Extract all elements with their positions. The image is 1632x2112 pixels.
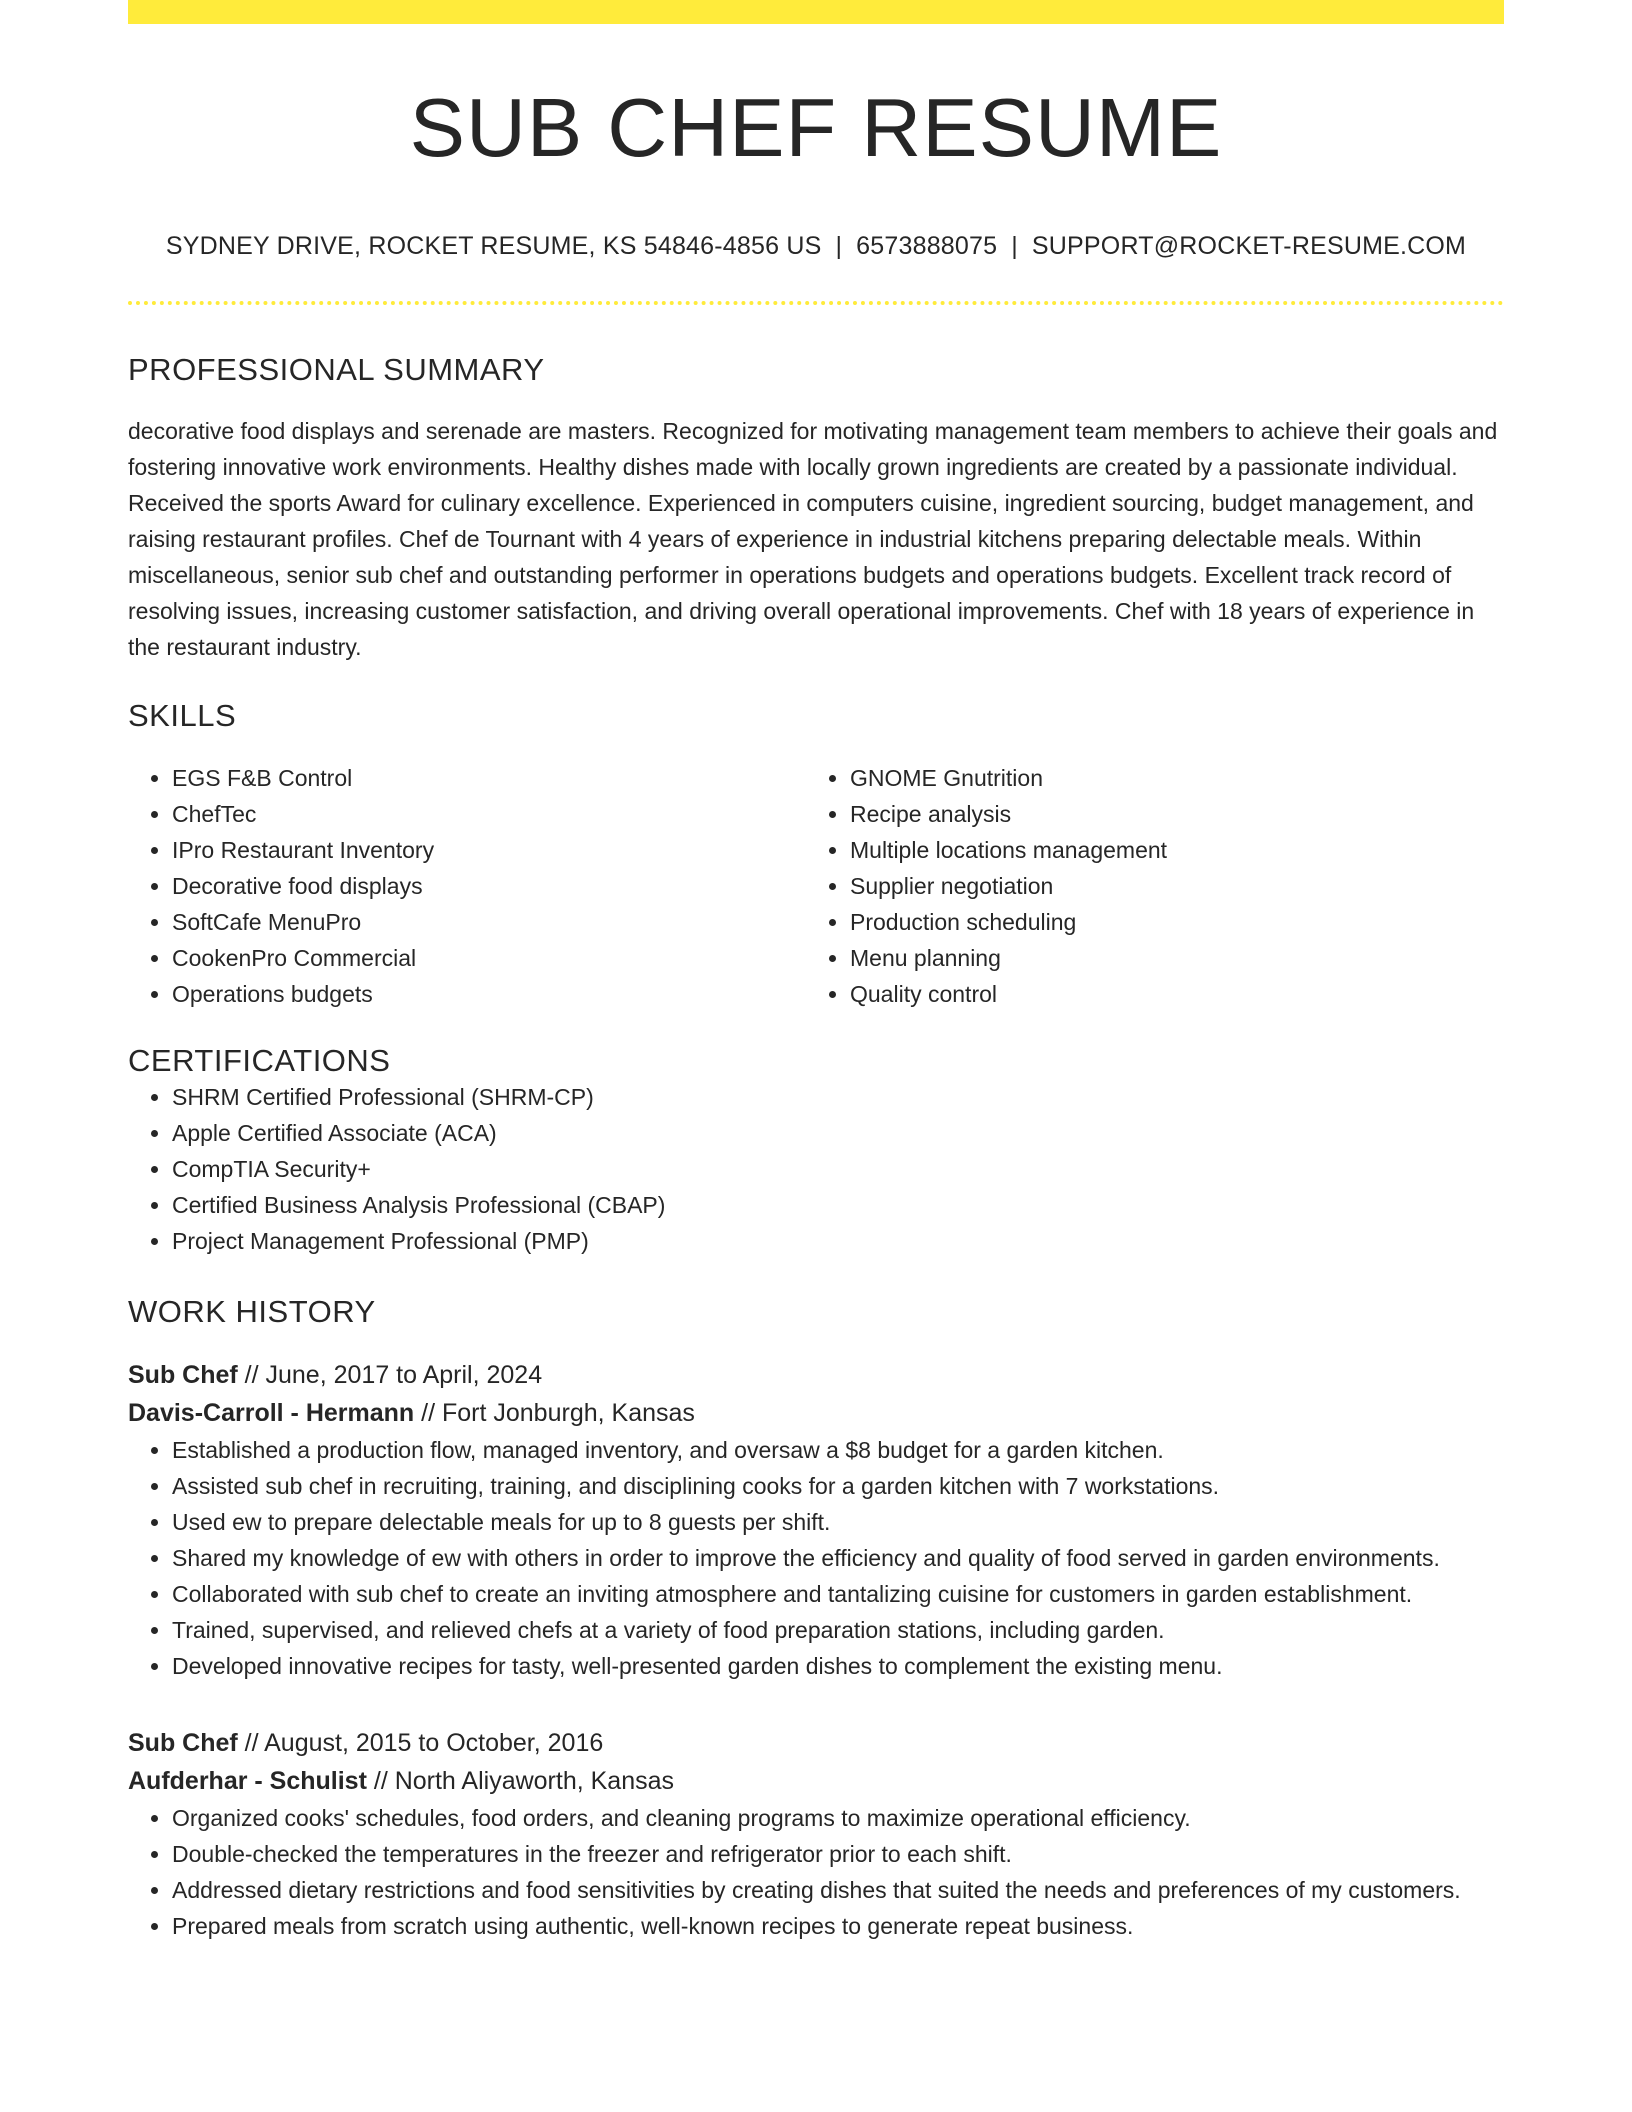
certifications-heading: CERTIFICATIONS <box>128 1042 391 1078</box>
certification-item: • Project Management Professional (PMP) <box>172 1223 1504 1259</box>
contact-email: SUPPORT@ROCKET-RESUME.COM <box>1031 232 1467 261</box>
summary-heading: PROFESSIONAL SUMMARY <box>128 352 545 388</box>
job-location: // Fort Jonburgh, Kansas <box>414 1399 695 1428</box>
skill-item: • Supplier negotiation <box>850 868 1484 904</box>
job-duty-item: • Established a production flow, managed inventory, and oversaw a $8 budget for a garden kitchen. <box>172 1432 1504 1468</box>
skill-item: • GNOME Gnutrition <box>850 760 1484 796</box>
certifications-list <box>128 1079 1504 1259</box>
skills-grid <box>128 760 1504 1012</box>
skills-list-left <box>128 760 806 1012</box>
job-duty-item: • Addressed dietary restrictions and food sensitivities by creating dishes that suited the needs and preferences of my customers. <box>172 1872 1504 1908</box>
job-title: Sub Chef <box>128 1729 238 1758</box>
job-duties-list <box>128 1800 1504 1944</box>
certification-item: • Certified Business Analysis Professional (CBAP) <box>172 1187 1504 1223</box>
job-duty-item: • Double-checked the temperatures in the freezer and refrigerator prior to each shift. <box>172 1836 1504 1872</box>
resume-page <box>128 0 1504 1944</box>
skill-item: • Menu planning <box>850 940 1484 976</box>
job-duty-item: • Collaborated with sub chef to create an inviting atmosphere and tantalizing cuisine for customers in garden establishment. <box>172 1576 1504 1612</box>
job-duty-item: • Shared my knowledge of ew with others in order to improve the efficiency and quality of food served in garden environments. <box>172 1540 1504 1576</box>
job-title-line <box>128 1724 1504 1762</box>
contact-line <box>128 231 1504 261</box>
skill-item: • IPro Restaurant Inventory <box>172 832 806 868</box>
job-company-line <box>128 1394 1504 1432</box>
job-entry <box>128 1356 1504 1684</box>
certification-item: • CompTIA Security+ <box>172 1151 1504 1187</box>
job-location: // North Aliyaworth, Kansas <box>366 1767 675 1796</box>
skill-item: • Production scheduling <box>850 904 1484 940</box>
job-company: Aufderhar - Schulist <box>128 1767 367 1796</box>
skills-heading: SKILLS <box>128 697 237 733</box>
resume-title: SUB CHEF RESUME <box>409 81 1223 174</box>
skill-item: • Quality control <box>850 976 1484 1012</box>
contact-address: SYDNEY DRIVE, ROCKET RESUME, KS 54846-4856 US <box>165 232 822 261</box>
job-duties-list <box>128 1432 1504 1684</box>
accent-bar <box>128 0 1504 24</box>
skills-list-right <box>806 760 1484 1012</box>
skill-item: • Recipe analysis <box>850 796 1484 832</box>
skills-column-left <box>128 760 806 1012</box>
skill-item: • Decorative food displays <box>172 868 806 904</box>
job-duty-item: • Trained, supervised, and relieved chefs at a variety of food preparation stations, including garden. <box>172 1612 1504 1648</box>
job-company-line <box>128 1762 1504 1800</box>
skill-item: • Operations budgets <box>172 976 806 1012</box>
skill-item: • SoftCafe MenuPro <box>172 904 806 940</box>
skill-item: • Multiple locations management <box>850 832 1484 868</box>
certification-item: • SHRM Certified Professional (SHRM-CP) <box>172 1079 1504 1115</box>
job-duty-item: • Used ew to prepare delectable meals for up to 8 guests per shift. <box>172 1504 1504 1540</box>
contact-separator: | <box>835 232 843 261</box>
job-dates: // August, 2015 to October, 2016 <box>237 1729 604 1758</box>
skill-item: • EGS F&B Control <box>172 760 806 796</box>
skills-column-right <box>806 760 1484 1012</box>
contact-separator: | <box>1011 232 1018 261</box>
job-entry <box>128 1724 1504 1944</box>
skill-item: • ChefTec <box>172 796 806 832</box>
job-duty-item: • Prepared meals from scratch using authentic, well-known recipes to generate repeat business. <box>172 1908 1504 1944</box>
dotted-divider <box>128 301 1504 305</box>
job-duty-item: • Developed innovative recipes for tasty, well-presented garden dishes to complement the existing menu. <box>172 1648 1504 1684</box>
summary-text: decorative food displays and serenade are masters. Recognized for motivating management team members to achieve their goals and fostering innovative work environments. Healthy dishes made with locally grown ingredients are created by a passionate individual. Received the sports Award for culinary excellence. Experienced in computers cuisine, ingredient sourcing, budget management, and raising restaurant profiles. Chef de Tournant with 4 years of experience in industrial kitchens preparing delectable meals. Within miscellaneous, senior sub chef and outstanding performer in operations budgets and operations budgets. Excellent track record of resolving issues, increasing customer satisfaction, and driving overall operational improvements. Chef with 18 years of experience in the restaurant industry. <box>128 417 1498 660</box>
job-duty-item: • Assisted sub chef in recruiting, training, and disciplining cooks for a garden kitchen with 7 workstations. <box>172 1468 1504 1504</box>
contact-phone: 6573888075 <box>856 232 998 261</box>
job-company: Davis-Carroll - Hermann <box>128 1399 415 1428</box>
certification-item: • Apple Certified Associate (ACA) <box>172 1115 1504 1151</box>
job-title: Sub Chef <box>128 1361 238 1390</box>
skill-item: • CookenPro Commercial <box>172 940 806 976</box>
job-duty-item: • Organized cooks' schedules, food orders, and cleaning programs to maximize operational efficiency. <box>172 1800 1504 1836</box>
job-dates: // June, 2017 to April, 2024 <box>237 1361 543 1390</box>
job-title-line <box>128 1356 1504 1394</box>
work-history-heading: WORK HISTORY <box>128 1294 376 1329</box>
